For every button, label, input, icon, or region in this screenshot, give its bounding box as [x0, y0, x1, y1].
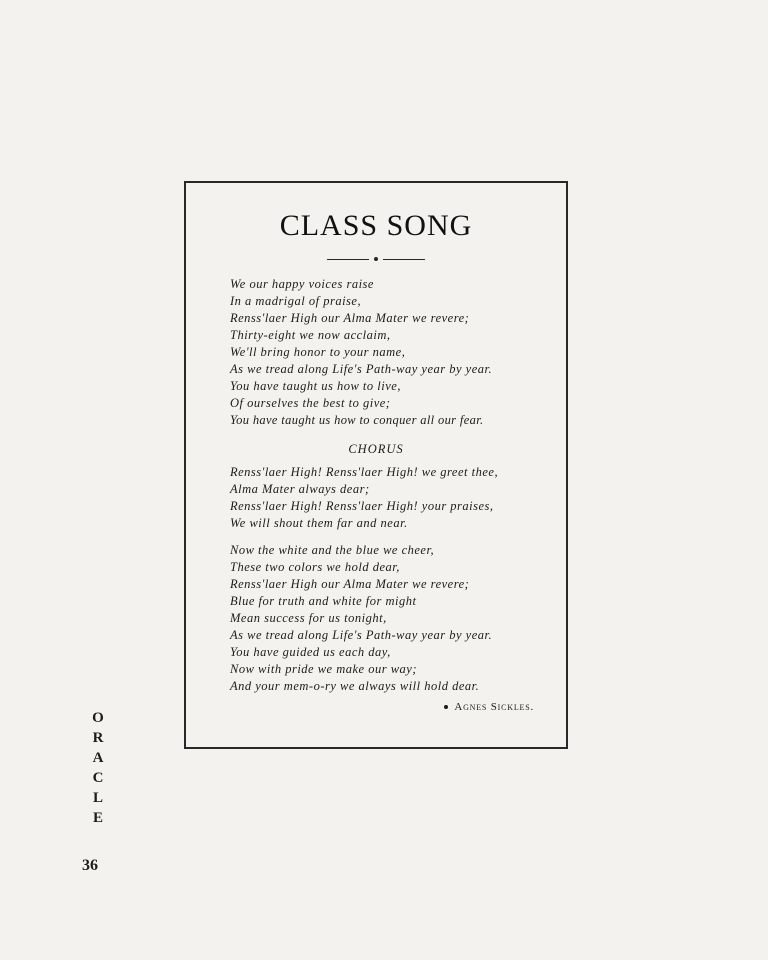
title-ornament	[327, 257, 425, 263]
chorus-line: Renss'laer High! Renss'laer High! we greet thee,	[230, 465, 499, 479]
author-name: Agnes Sickles.	[454, 701, 534, 713]
verse-line: Blue for truth and white for might	[230, 594, 417, 608]
verse-line: Of ourselves the best to give;	[230, 396, 391, 410]
ornament-dot	[374, 257, 378, 261]
margin-letter: L	[92, 790, 103, 806]
verse-1	[230, 276, 528, 429]
chorus-line: We will shout them far and near.	[230, 516, 408, 530]
margin-title-vertical	[88, 708, 108, 828]
song-frame	[184, 181, 568, 749]
page-number: 36	[82, 857, 98, 874]
verse-line: We our happy voices raise	[230, 277, 374, 291]
margin-letter: O	[92, 710, 104, 726]
margin-letter: C	[92, 770, 104, 786]
chorus-heading: CHORUS	[348, 442, 404, 456]
chorus	[230, 464, 528, 532]
verse-line: As we tread along Life's Path-way year by year.	[230, 628, 493, 642]
verse-line: You have taught us how to conquer all our fear.	[230, 413, 484, 427]
verse-line: You have guided us each day,	[230, 645, 391, 659]
verse-line: Thirty-eight we now acclaim,	[230, 328, 391, 342]
verse-line: And your mem-o-ry we always will hold dear.	[230, 679, 480, 693]
margin-letter: A	[92, 750, 104, 766]
verse-line: As we tread along Life's Path-way year by year.	[230, 362, 493, 376]
author-signature	[444, 701, 534, 713]
verse-line: We'll bring honor to your name,	[230, 345, 406, 359]
ornament-line-right	[383, 259, 425, 260]
chorus-line: Renss'laer High! Renss'laer High! your praises,	[230, 499, 494, 513]
chorus-line: Alma Mater always dear;	[230, 482, 370, 496]
verse-line: Now with pride we make our way;	[230, 662, 418, 676]
verse-line: Mean success for us tonight,	[230, 611, 387, 625]
margin-letter: E	[92, 810, 103, 826]
verse-line: You have taught us how to live,	[230, 379, 401, 393]
margin-letter: R	[92, 730, 104, 746]
bullet-icon	[444, 705, 448, 709]
verse-line: These two colors we hold dear,	[230, 560, 400, 574]
verse-line: Now the white and the blue we cheer,	[230, 543, 435, 557]
verse-line: Renss'laer High our Alma Mater we revere;	[230, 577, 470, 591]
verse-line: Renss'laer High our Alma Mater we revere;	[230, 311, 470, 325]
verse-2	[230, 542, 528, 695]
ornament-line-left	[327, 259, 369, 260]
song-title: CLASS SONG	[279, 209, 473, 242]
verse-line: In a madrigal of praise,	[230, 294, 362, 308]
